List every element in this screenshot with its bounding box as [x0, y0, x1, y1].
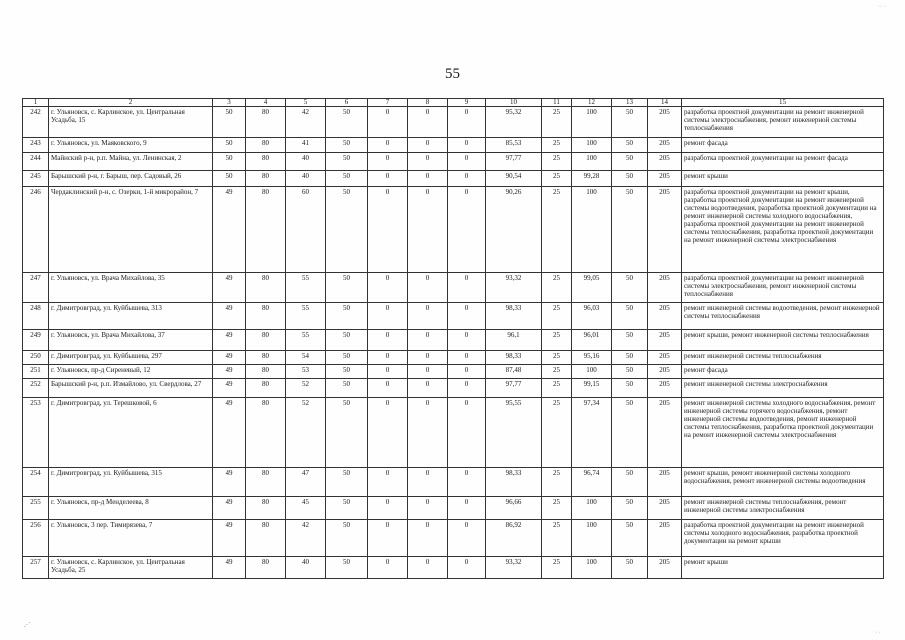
col-12-cell: 100	[572, 557, 612, 579]
col-14-cell: 205	[648, 520, 682, 557]
col-3-cell: 49	[213, 398, 246, 468]
row-number-cell: 251	[23, 365, 49, 379]
col-12-cell: 99,15	[572, 379, 612, 398]
page-number: 55	[445, 66, 460, 82]
col-8-cell: 0	[408, 468, 448, 497]
work-types-cell: ремонт фасада	[682, 365, 884, 379]
col-3-cell: 50	[213, 138, 246, 153]
col-9-cell: 0	[448, 330, 486, 351]
address-cell: г. Ульяновск, 3 пер. Тимирязева, 7	[49, 520, 213, 557]
col-4-cell: 80	[246, 273, 286, 303]
col-13-cell: 50	[612, 107, 648, 138]
col-5-cell: 45	[286, 497, 326, 520]
col-13-cell: 50	[612, 273, 648, 303]
col-8-cell: 0	[408, 273, 448, 303]
header-cell: 6	[326, 99, 368, 107]
work-types-cell: разработка проектной документации на ремонт крыши, разработка проектной документации на ремонт инженерной системы водоотведения, разработка проектной документации на ремонт инженерной системы холодного водоснабжения, разработка проектной документации на ремонт инженерной системы теплоснабжения, разработка проектной документации на ремонт инженерной системы электроснабжения	[682, 187, 884, 273]
col-8-cell: 0	[408, 520, 448, 557]
row-number-cell: 255	[23, 497, 49, 520]
col-7-cell: 0	[368, 557, 408, 579]
col-7-cell: 0	[368, 379, 408, 398]
col-9-cell: 0	[448, 398, 486, 468]
col-11-cell: 25	[542, 171, 572, 187]
col-9-cell: 0	[448, 138, 486, 153]
header-cell: 14	[648, 99, 682, 107]
col-10-cell: 93,32	[486, 557, 542, 579]
col-7-cell: 0	[368, 468, 408, 497]
col-5-cell: 42	[286, 520, 326, 557]
col-9-cell: 0	[448, 365, 486, 379]
col-10-cell: 87,48	[486, 365, 542, 379]
col-7-cell: 0	[368, 330, 408, 351]
col-8-cell: 0	[408, 171, 448, 187]
col-5-cell: 47	[286, 468, 326, 497]
address-cell: г. Димитровград, ул. Куйбышева, 315	[49, 468, 213, 497]
col-7-cell: 0	[368, 303, 408, 330]
col-14-cell: 205	[648, 379, 682, 398]
col-12-cell: 95,16	[572, 351, 612, 365]
col-12-cell: 96,01	[572, 330, 612, 351]
col-13-cell: 50	[612, 497, 648, 520]
col-7-cell: 0	[368, 153, 408, 171]
col-6-cell: 50	[326, 520, 368, 557]
col-14-cell: 205	[648, 557, 682, 579]
row-number-cell: 243	[23, 138, 49, 153]
col-14-cell: 205	[648, 468, 682, 497]
col-7-cell: 0	[368, 365, 408, 379]
table-row	[23, 497, 884, 520]
col-11-cell: 25	[542, 468, 572, 497]
row-number-cell: 253	[23, 398, 49, 468]
col-7-cell: 0	[368, 497, 408, 520]
col-8-cell: 0	[408, 107, 448, 138]
col-9-cell: 0	[448, 557, 486, 579]
col-3-cell: 49	[213, 557, 246, 579]
row-number-cell: 247	[23, 273, 49, 303]
col-9-cell: 0	[448, 379, 486, 398]
table-row	[23, 557, 884, 579]
col-4-cell: 80	[246, 557, 286, 579]
table-row	[23, 351, 884, 365]
col-3-cell: 50	[213, 153, 246, 171]
col-10-cell: 90,54	[486, 171, 542, 187]
table-row	[23, 138, 884, 153]
col-8-cell: 0	[408, 303, 448, 330]
col-8-cell: 0	[408, 187, 448, 273]
scan-mark: ·· ·	[878, 4, 886, 10]
col-8-cell: 0	[408, 365, 448, 379]
table-row	[23, 187, 884, 273]
col-9-cell: 0	[448, 107, 486, 138]
col-9-cell: 0	[448, 187, 486, 273]
col-12-cell: 100	[572, 107, 612, 138]
row-number-cell: 257	[23, 557, 49, 579]
col-4-cell: 80	[246, 187, 286, 273]
header-cell: 13	[612, 99, 648, 107]
col-12-cell: 97,34	[572, 398, 612, 468]
col-8-cell: 0	[408, 153, 448, 171]
row-number-cell: 249	[23, 330, 49, 351]
header-cell: 12	[572, 99, 612, 107]
col-14-cell: 205	[648, 153, 682, 171]
table-row	[23, 330, 884, 351]
col-11-cell: 25	[542, 330, 572, 351]
col-7-cell: 0	[368, 138, 408, 153]
row-number-cell: 244	[23, 153, 49, 171]
col-12-cell: 100	[572, 187, 612, 273]
col-10-cell: 97,77	[486, 379, 542, 398]
col-10-cell: 97,77	[486, 153, 542, 171]
col-12-cell: 100	[572, 153, 612, 171]
row-number-cell: 252	[23, 379, 49, 398]
row-number-cell: 245	[23, 171, 49, 187]
col-14-cell: 205	[648, 351, 682, 365]
table-row	[23, 520, 884, 557]
col-11-cell: 25	[542, 187, 572, 273]
header-cell: 3	[213, 99, 246, 107]
col-3-cell: 49	[213, 187, 246, 273]
col-10-cell: 85,53	[486, 138, 542, 153]
col-5-cell: 55	[286, 273, 326, 303]
col-5-cell: 40	[286, 153, 326, 171]
col-5-cell: 52	[286, 398, 326, 468]
col-4-cell: 80	[246, 171, 286, 187]
col-13-cell: 50	[612, 365, 648, 379]
work-types-cell: разработка проектной документации на ремонт инженерной системы электроснабжения, ремонт инженерной системы теплоснабжения	[682, 273, 884, 303]
col-6-cell: 50	[326, 379, 368, 398]
col-5-cell: 42	[286, 107, 326, 138]
col-3-cell: 50	[213, 171, 246, 187]
col-10-cell: 98,33	[486, 351, 542, 365]
col-11-cell: 25	[542, 379, 572, 398]
table-row	[23, 303, 884, 330]
col-6-cell: 50	[326, 365, 368, 379]
col-12-cell: 100	[572, 138, 612, 153]
work-types-cell: ремонт фасада	[682, 138, 884, 153]
header-cell: 8	[408, 99, 448, 107]
col-12-cell: 99,05	[572, 273, 612, 303]
work-types-cell: разработка проектной документации на ремонт инженерной системы электроснабжения, ремонт инженерной системы теплоснабжения	[682, 107, 884, 138]
col-7-cell: 0	[368, 351, 408, 365]
work-types-cell: ремонт крыши	[682, 557, 884, 579]
col-4-cell: 80	[246, 351, 286, 365]
col-14-cell: 205	[648, 187, 682, 273]
table-row	[23, 153, 884, 171]
col-9-cell: 0	[448, 497, 486, 520]
work-types-cell: ремонт крыши, ремонт инженерной системы холодного водоснабжения, ремонт инженерной системы водоотведения	[682, 468, 884, 497]
col-14-cell: 205	[648, 303, 682, 330]
table-row	[23, 273, 884, 303]
col-14-cell: 205	[648, 365, 682, 379]
col-12-cell: 96,03	[572, 303, 612, 330]
col-12-cell: 100	[572, 497, 612, 520]
col-12-cell: 96,74	[572, 468, 612, 497]
col-5-cell: 55	[286, 303, 326, 330]
address-cell: г. Ульяновск, с. Карлинское, ул. Центральная Усадьба, 25	[49, 557, 213, 579]
col-9-cell: 0	[448, 303, 486, 330]
col-7-cell: 0	[368, 273, 408, 303]
work-types-cell: ремонт крыши	[682, 171, 884, 187]
address-cell: г. Ульяновск, ул. Врача Михайлова, 37	[49, 330, 213, 351]
address-cell: г. Димитровград, ул. Терешковой, 6	[49, 398, 213, 468]
row-number-cell: 248	[23, 303, 49, 330]
col-3-cell: 49	[213, 520, 246, 557]
address-cell: Чердаклинский р-н, с. Озерки, 1-й микрорайон, 7	[49, 187, 213, 273]
address-cell: Барышский р-н, г. Барыш, пер. Садовый, 26	[49, 171, 213, 187]
col-6-cell: 50	[326, 351, 368, 365]
col-6-cell: 50	[326, 187, 368, 273]
col-11-cell: 25	[542, 520, 572, 557]
col-13-cell: 50	[612, 351, 648, 365]
col-9-cell: 0	[448, 153, 486, 171]
col-10-cell: 86,92	[486, 520, 542, 557]
col-11-cell: 25	[542, 351, 572, 365]
row-number-cell: 254	[23, 468, 49, 497]
col-11-cell: 25	[542, 557, 572, 579]
col-8-cell: 0	[408, 330, 448, 351]
col-6-cell: 50	[326, 330, 368, 351]
col-7-cell: 0	[368, 171, 408, 187]
col-4-cell: 80	[246, 330, 286, 351]
col-4-cell: 80	[246, 468, 286, 497]
col-3-cell: 49	[213, 273, 246, 303]
col-3-cell: 50	[213, 107, 246, 138]
scan-mark: · ·	[875, 630, 881, 636]
col-7-cell: 0	[368, 107, 408, 138]
col-8-cell: 0	[408, 557, 448, 579]
header-cell: 5	[286, 99, 326, 107]
col-13-cell: 50	[612, 520, 648, 557]
col-5-cell: 55	[286, 330, 326, 351]
header-cell: 9	[448, 99, 486, 107]
table-row	[23, 365, 884, 379]
header-cell: 11	[542, 99, 572, 107]
col-4-cell: 80	[246, 107, 286, 138]
col-4-cell: 80	[246, 138, 286, 153]
col-13-cell: 50	[612, 187, 648, 273]
col-3-cell: 49	[213, 379, 246, 398]
col-12-cell: 99,28	[572, 171, 612, 187]
col-6-cell: 50	[326, 153, 368, 171]
header-cell: 1	[23, 99, 49, 107]
header-cell: 15	[682, 99, 884, 107]
col-13-cell: 50	[612, 398, 648, 468]
table-header-row	[23, 99, 884, 107]
col-8-cell: 0	[408, 497, 448, 520]
row-number-cell: 256	[23, 520, 49, 557]
col-11-cell: 25	[542, 303, 572, 330]
col-10-cell: 98,33	[486, 303, 542, 330]
col-13-cell: 50	[612, 330, 648, 351]
col-5-cell: 60	[286, 187, 326, 273]
col-10-cell: 90,26	[486, 187, 542, 273]
work-types-cell: ремонт инженерной системы холодного водоснабжения, ремонт инженерной системы горячего водоснабжения, ремонт инженерной системы водоотведения, ремонт инженерной системы теплоснабжения, разработка проектной документации на ремонт инженерной системы электроснабжения	[682, 398, 884, 468]
col-3-cell: 49	[213, 497, 246, 520]
col-14-cell: 205	[648, 107, 682, 138]
col-10-cell: 93,32	[486, 273, 542, 303]
col-13-cell: 50	[612, 153, 648, 171]
col-7-cell: 0	[368, 187, 408, 273]
col-11-cell: 25	[542, 365, 572, 379]
col-14-cell: 205	[648, 398, 682, 468]
col-4-cell: 80	[246, 153, 286, 171]
col-9-cell: 0	[448, 273, 486, 303]
col-4-cell: 80	[246, 303, 286, 330]
address-cell: г. Ульяновск, с. Карлинское, ул. Центральная Усадьба, 15	[49, 107, 213, 138]
col-14-cell: 205	[648, 330, 682, 351]
col-9-cell: 0	[448, 171, 486, 187]
header-cell: 2	[49, 99, 213, 107]
col-13-cell: 50	[612, 303, 648, 330]
scan-mark: .·´	[24, 621, 31, 629]
col-4-cell: 80	[246, 398, 286, 468]
col-5-cell: 40	[286, 557, 326, 579]
register-table	[22, 98, 884, 579]
col-7-cell: 0	[368, 398, 408, 468]
col-6-cell: 50	[326, 273, 368, 303]
address-cell: г. Димитровград, ул. Куйбышева, 297	[49, 351, 213, 365]
col-6-cell: 50	[326, 171, 368, 187]
col-9-cell: 0	[448, 468, 486, 497]
header-cell: 4	[246, 99, 286, 107]
header-cell: 10	[486, 99, 542, 107]
col-3-cell: 49	[213, 351, 246, 365]
row-number-cell: 242	[23, 107, 49, 138]
work-types-cell: разработка проектной документации на ремонт фасада	[682, 153, 884, 171]
col-3-cell: 49	[213, 468, 246, 497]
col-14-cell: 205	[648, 497, 682, 520]
col-6-cell: 50	[326, 557, 368, 579]
col-6-cell: 50	[326, 107, 368, 138]
col-8-cell: 0	[408, 351, 448, 365]
col-10-cell: 98,33	[486, 468, 542, 497]
row-number-cell: 246	[23, 187, 49, 273]
col-11-cell: 25	[542, 398, 572, 468]
work-types-cell: ремонт инженерной системы водоотведения, ремонт инженерной системы теплоснабжения	[682, 303, 884, 330]
col-7-cell: 0	[368, 520, 408, 557]
address-cell: г. Ульяновск, ул. Маяковского, 9	[49, 138, 213, 153]
col-5-cell: 53	[286, 365, 326, 379]
table-row	[23, 107, 884, 138]
col-9-cell: 0	[448, 351, 486, 365]
col-13-cell: 50	[612, 379, 648, 398]
col-8-cell: 0	[408, 379, 448, 398]
col-11-cell: 25	[542, 153, 572, 171]
col-12-cell: 100	[572, 365, 612, 379]
col-10-cell: 96,66	[486, 497, 542, 520]
table-row	[23, 171, 884, 187]
table-row	[23, 398, 884, 468]
col-4-cell: 80	[246, 365, 286, 379]
address-cell: г. Димитровград, ул. Куйбышева, 313	[49, 303, 213, 330]
col-4-cell: 80	[246, 379, 286, 398]
col-9-cell: 0	[448, 520, 486, 557]
col-3-cell: 49	[213, 365, 246, 379]
col-10-cell: 95,55	[486, 398, 542, 468]
col-10-cell: 96,1	[486, 330, 542, 351]
col-14-cell: 205	[648, 138, 682, 153]
address-cell: Майнский р-н, р.п. Майна, ул. Ленинская, 2	[49, 153, 213, 171]
work-types-cell: ремонт инженерной системы теплоснабжения, ремонт инженерной системы электроснабжения	[682, 497, 884, 520]
col-13-cell: 50	[612, 557, 648, 579]
col-11-cell: 25	[542, 138, 572, 153]
header-cell: 7	[368, 99, 408, 107]
address-cell: г. Ульяновск, пр-д Менделеева, 8	[49, 497, 213, 520]
col-6-cell: 50	[326, 303, 368, 330]
address-cell: г. Ульяновск, ул. Врача Михайлова, 35	[49, 273, 213, 303]
col-4-cell: 80	[246, 520, 286, 557]
col-3-cell: 49	[213, 330, 246, 351]
address-cell: Барышский р-н, р.п. Измайлово, ул. Свердлова, 27	[49, 379, 213, 398]
table-row	[23, 468, 884, 497]
col-12-cell: 100	[572, 520, 612, 557]
work-types-cell: ремонт крыши, ремонт инженерной системы теплоснабжения	[682, 330, 884, 351]
col-5-cell: 52	[286, 379, 326, 398]
col-3-cell: 49	[213, 303, 246, 330]
col-11-cell: 25	[542, 107, 572, 138]
col-13-cell: 50	[612, 171, 648, 187]
col-13-cell: 50	[612, 468, 648, 497]
col-11-cell: 25	[542, 497, 572, 520]
work-types-cell: разработка проектной документации на ремонт инженерной системы холодного водоснабжения, разработка проектной документации на ремонт крыши	[682, 520, 884, 557]
col-14-cell: 205	[648, 273, 682, 303]
col-6-cell: 50	[326, 138, 368, 153]
col-10-cell: 95,32	[486, 107, 542, 138]
table-row	[23, 379, 884, 398]
col-13-cell: 50	[612, 138, 648, 153]
col-8-cell: 0	[408, 138, 448, 153]
col-8-cell: 0	[408, 398, 448, 468]
col-6-cell: 50	[326, 398, 368, 468]
col-6-cell: 50	[326, 497, 368, 520]
col-5-cell: 54	[286, 351, 326, 365]
work-types-cell: ремонт инженерной системы теплоснабжения	[682, 351, 884, 365]
address-cell: г. Ульяновск, пр-д Сиреневый, 12	[49, 365, 213, 379]
work-types-cell: ремонт инженерной системы электроснабжения	[682, 379, 884, 398]
row-number-cell: 250	[23, 351, 49, 365]
col-14-cell: 205	[648, 171, 682, 187]
col-6-cell: 50	[326, 468, 368, 497]
col-5-cell: 40	[286, 171, 326, 187]
col-11-cell: 25	[542, 273, 572, 303]
col-5-cell: 41	[286, 138, 326, 153]
col-4-cell: 80	[246, 497, 286, 520]
